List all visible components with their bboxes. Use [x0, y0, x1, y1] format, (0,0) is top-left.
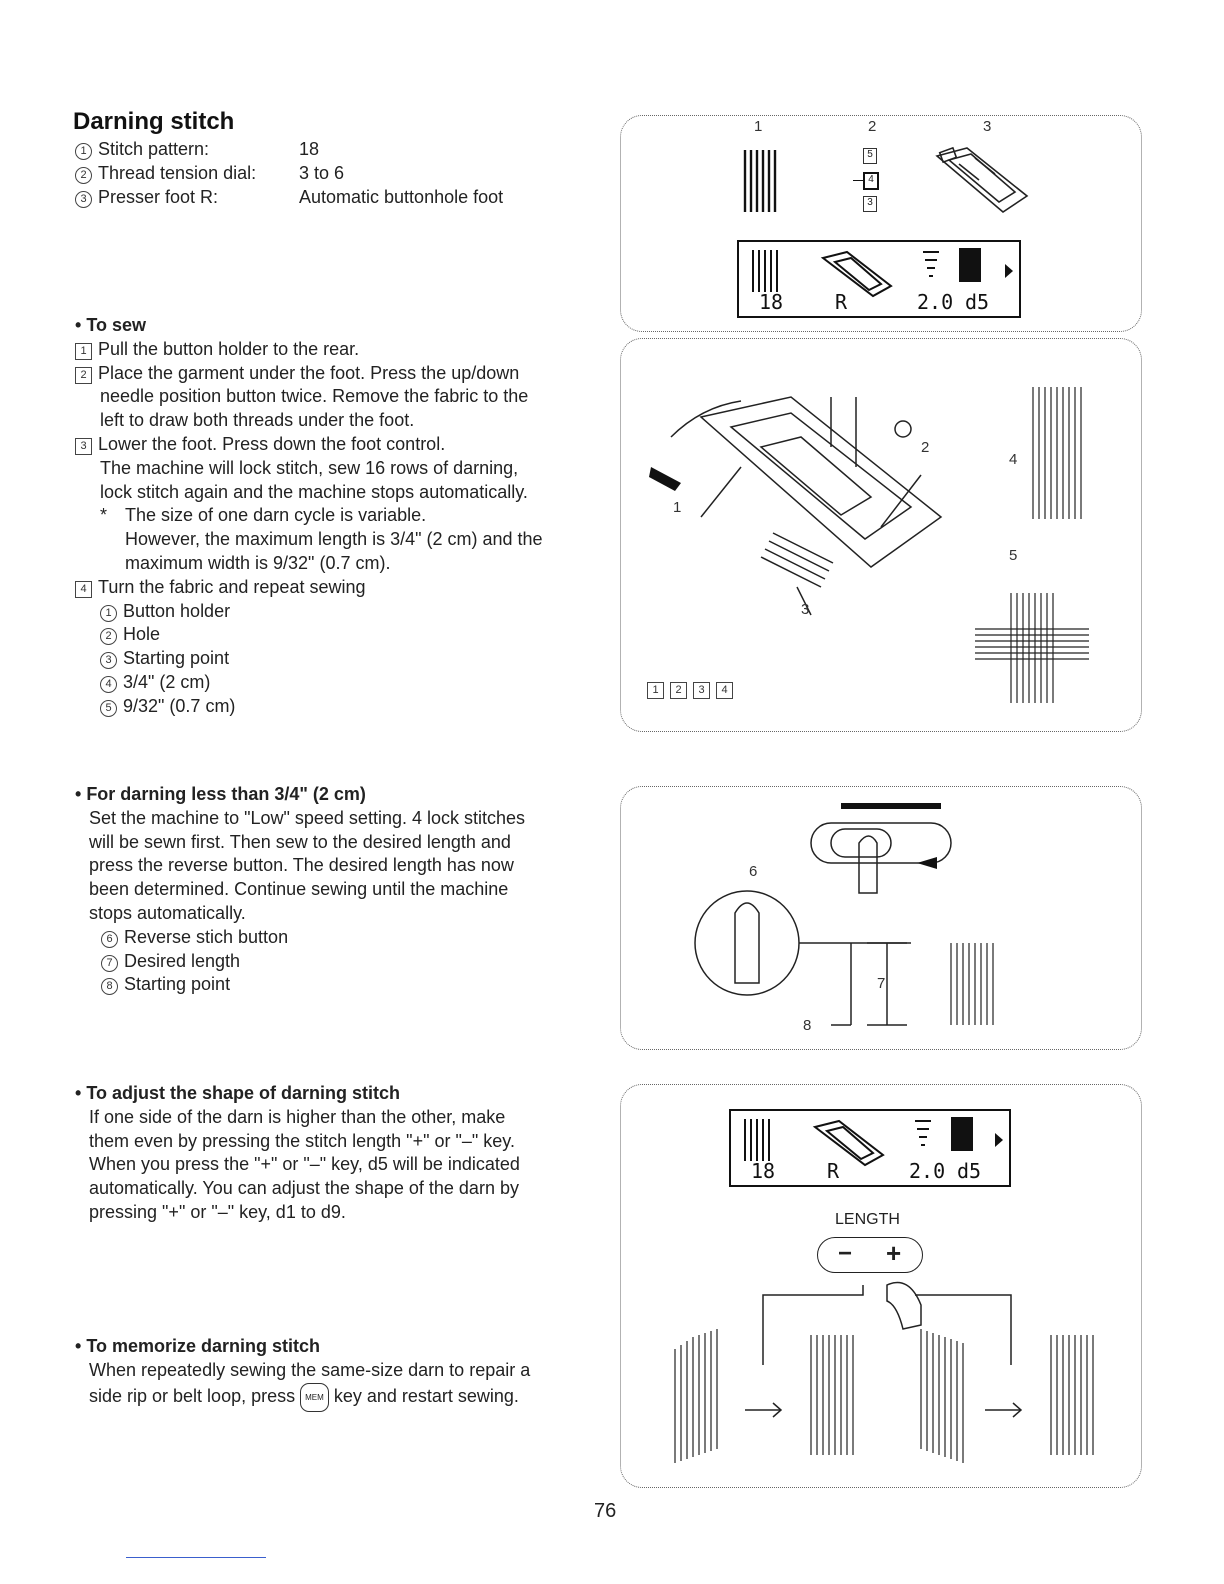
legend-item: 5 9/32" (0.7 cm)	[75, 695, 543, 719]
legend-item: 6 Reverse stich button	[75, 926, 525, 950]
to-sew-heading: • To sew	[75, 315, 146, 335]
figure-settings	[620, 115, 1142, 332]
setting-row: 1 Stitch pattern: 18	[75, 138, 256, 162]
length-label: LENGTH	[835, 1211, 900, 1228]
short-darn-pattern	[945, 939, 1005, 1029]
legend-item: 7 Desired length	[75, 950, 525, 974]
memorize-section: • To memorize darning stitch When repeatedly sewing the same-size darn to repair a side rip or belt loop, press MEM key and restart sewing.	[75, 1335, 530, 1412]
size-note: * The size of one darn cycle is variable.	[100, 505, 427, 526]
legend-item: 3 Starting point	[75, 647, 543, 671]
callout-7: 7	[877, 975, 886, 992]
callout-2: 2	[868, 118, 877, 135]
legend-item: 4 3/4" (2 cm)	[75, 671, 543, 695]
lcd-pattern-number: 18	[751, 1159, 776, 1183]
settings-list	[75, 138, 504, 210]
setting-row: 3 Presser foot R: Automatic buttonhole foot	[75, 186, 256, 210]
lcd-foot-icon	[817, 248, 897, 298]
plus-key: +	[886, 1238, 902, 1268]
lcd-pattern-number: 18	[759, 290, 784, 314]
darn-pattern-vertical	[1021, 379, 1101, 529]
lcd-length: 2.0	[909, 1159, 946, 1183]
minus-key: −	[838, 1240, 853, 1267]
lcd-stitch-icon	[749, 248, 783, 294]
step-4: 4 Turn the fabric and repeat sewing	[75, 576, 543, 600]
callout-8: 8	[803, 1017, 812, 1034]
callout-1: 1	[673, 499, 682, 516]
darn-pattern-cross	[971, 589, 1101, 709]
lcd-foot-letter: R	[835, 290, 848, 314]
lcd-stitch-icon	[741, 1117, 775, 1163]
presser-foot-icon	[927, 144, 1037, 224]
callout-3: 3	[983, 118, 992, 135]
step-2: 2 Place the garment under the foot. Press the up/down	[75, 362, 543, 386]
lcd-length: 2.0	[917, 290, 954, 314]
callout-1: 1	[754, 118, 763, 135]
tension-dial-icon: 5 4 3	[853, 144, 883, 236]
less-than-heading: • For darning less than 3/4" (2 cm)	[75, 784, 366, 804]
legend-item: 1 Button holder	[75, 600, 543, 624]
adjust-heading: • To adjust the shape of darning stitch	[75, 1083, 400, 1103]
figure-length-adjust	[620, 1084, 1142, 1488]
legend-item: 2 Hole	[75, 623, 543, 647]
mem-key-icon: MEM	[300, 1383, 329, 1413]
page-number: 76	[594, 1500, 617, 1522]
stitch-pattern-icon	[739, 146, 789, 218]
setting-row: 2 Thread tension dial: 3 to 6	[75, 162, 256, 186]
figure-reverse-button	[620, 786, 1142, 1050]
callout-6: 6	[749, 863, 758, 880]
less-than-section: • For darning less than 3/4" (2 cm) Set the machine to "Low" speed setting. 4 lock stitches will be sewn first. Then sew to the desired length and press the reverse button. The desired length has now been determined. Continue sewing until the machine stops automatically. 6 Reverse stich button 7 Desired length 8 Starting point	[75, 783, 525, 997]
lcd-display	[729, 1109, 1011, 1187]
buttonhole-foot-illustration	[641, 357, 961, 637]
darn-shape-sequence	[641, 1265, 1121, 1485]
lcd-display	[737, 240, 1021, 318]
lcd-foot-icon	[809, 1117, 889, 1167]
footer-rule	[126, 1557, 266, 1558]
adjust-section: • To adjust the shape of darning stitch If one side of the darn is higher than the other, make them even by pressing the stitch length "+" or "–" key. When you press the "+" or "–" key, d5 will be indicated automatically. You can adjust the shape of the darn by pressing "+" or "–" key, d1 to d9.	[75, 1083, 520, 1222]
lcd-code: d5	[965, 290, 990, 314]
callout-4: 4	[1009, 451, 1018, 468]
callout-2: 2	[921, 439, 930, 456]
step-3: 3 Lower the foot. Press down the foot control.	[75, 433, 543, 457]
legend-item: 8 Starting point	[75, 973, 525, 997]
lcd-width-block	[959, 248, 981, 282]
lcd-arrow-icon	[995, 1133, 1003, 1147]
callout-3: 3	[801, 601, 810, 618]
lcd-tension-icon	[913, 1117, 933, 1153]
lcd-arrow-icon	[1005, 264, 1013, 278]
memorize-heading: • To memorize darning stitch	[75, 1336, 321, 1356]
lcd-foot-letter: R	[827, 1159, 840, 1183]
lcd-code: d5	[957, 1159, 982, 1183]
callout-3b: 5	[1009, 547, 1018, 564]
to-sew-section: • To sew 1 Pull the button holder to the rear. 2 Place the garment under the foot. Press the up/down needle position button twice. Remove the fabric to the left to draw both threads under the foot. 3 Lower the foot. Press down the foot control. The machine will lock stitch, sew 16 rows of darning, lock stitch again and the machine stops automatically. * The size of one darn cycle is variable. However, the maximum length is 3/4" (2 cm) and the maximum width is 9/32" (0.7 cm). 4 Turn the fabric and repeat sewing 1 Button holder 2 Hole 3 Starting point 4 3/4" (2 cm) 5 9/32" (0.7 cm)	[75, 314, 543, 719]
step-1: 1 Pull the button holder to the rear.	[75, 338, 543, 362]
lcd-width-block	[951, 1117, 973, 1151]
pull-arrow-icon	[649, 467, 681, 491]
lcd-tension-icon	[921, 248, 941, 284]
figure-sewing	[620, 338, 1142, 732]
page-title: Darning stitch	[73, 108, 235, 135]
step-numbers: 1 2 3 4	[647, 679, 739, 703]
